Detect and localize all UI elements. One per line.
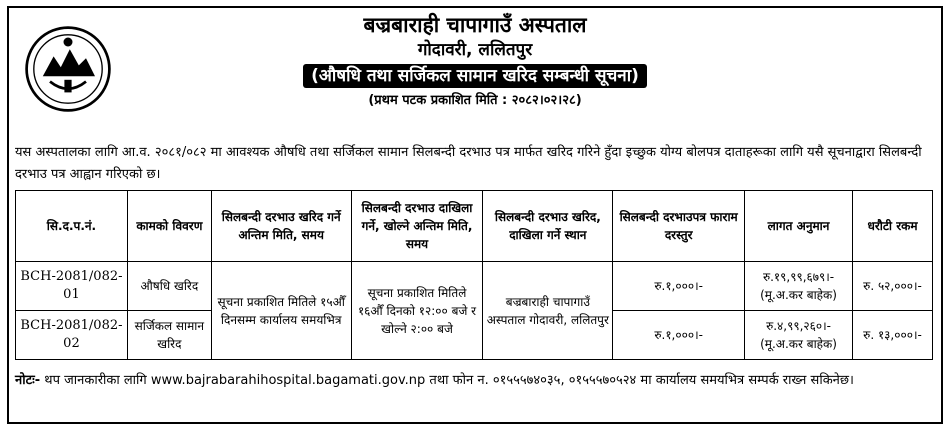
col-header-code: सि.द.प.नं. [16, 191, 128, 262]
col-header-description: कामको विवरण [127, 191, 211, 262]
row-description: औषधि खरिद [127, 262, 211, 311]
row-estimate: रु.१९,९९,६७९।- (मू.अ.कर बाहेक) [745, 262, 853, 311]
row-form-fee: रु.१,०००।- [613, 311, 745, 360]
col-header-submission-deadline: सिलबन्दी दरभाउ दाखिला गर्ने, खोल्ने अन्तिम मिति, समय [351, 191, 483, 262]
notice-header [9, 12, 941, 111]
row-description: सर्जिकल सामान खरिद [127, 311, 211, 360]
note-label: नोटः- [15, 373, 41, 388]
intro-paragraph: यस अस्पतालका लागि आ.व. २०८१/०८२ मा आवश्यक औषधि तथा सर्जिकल सामान सिलबन्दी दरभाउ पत्र मार्फत खरिद गरिने हुँदा इच्छुक योग्य बोलपत्र दाताहरूका लागि यसै सूचनाद्वारा सिलबन्दी दरभाउ पत्र आह्वान गरिएको छ। [15, 145, 922, 182]
col-header-deposit: धरौटी रकम [853, 191, 933, 262]
row-deposit: रु. १३,०००।- [853, 311, 933, 360]
col-header-purchase-deadline: सिलबन्दी दरभाउ खरिद गर्ने अन्तिम मिति, समय [211, 191, 351, 262]
table-header-row [16, 191, 933, 262]
row-code: BCH-2081/082-01 [16, 262, 128, 311]
notice-page [7, 6, 943, 424]
submission-deadline-cell: सूचना प्रकाशित मितिले १६औँ दिनको १२:०० बजे र खोल्ने २:०० बजे [351, 262, 483, 360]
row-deposit: रु. ५२,०००।- [853, 262, 933, 311]
row-estimate: रु.४,९९,२६०।- (मू.अ.कर बाहेक) [745, 311, 853, 360]
col-header-form-fee: सिलबन्दी दरभाउपत्र फाराम दरस्तुर [613, 191, 745, 262]
notice-title: (औषधि तथा सर्जिकल सामान खरिद सम्बन्धी सूचना) [303, 64, 647, 88]
footer-note [15, 370, 935, 392]
row-code: BCH-2081/082-02 [16, 311, 128, 360]
col-header-location: सिलबन्दी दरभाउ खरिद, दाखिला गर्ने स्थान [483, 191, 613, 262]
location-cell: बज्रबाराही चापागाउँ अस्पताल गोदावरी, ललितपुर [483, 262, 613, 360]
col-header-estimate: लागत अनुमान [745, 191, 853, 262]
tender-table [15, 190, 933, 360]
organization-name: बज्रबाराही चापागाउँ अस्पताल [363, 13, 587, 37]
publish-date: (प्रथम पटक प्रकाशित मिति : २०८२।०२।२८) [368, 93, 582, 108]
note-text: थप जानकारीका लागि www.bajrabarahihospital.bagamati.gov.np तथा फोन न. ०१५५५७४०३५, ०१५५५७०५२४ मा कार्यालय समयभित्र सम्पर्क राख्न सकिनेछ। [40, 373, 854, 388]
purchase-deadline-cell: सूचना प्रकाशित मितिले १५औँ दिनसम्म कार्यालय समयभित्र [211, 262, 351, 360]
organization-location: गोदावरी, ललितपुर [417, 40, 533, 60]
table-row [16, 262, 933, 311]
row-form-fee: रु.१,०००।- [613, 262, 745, 311]
